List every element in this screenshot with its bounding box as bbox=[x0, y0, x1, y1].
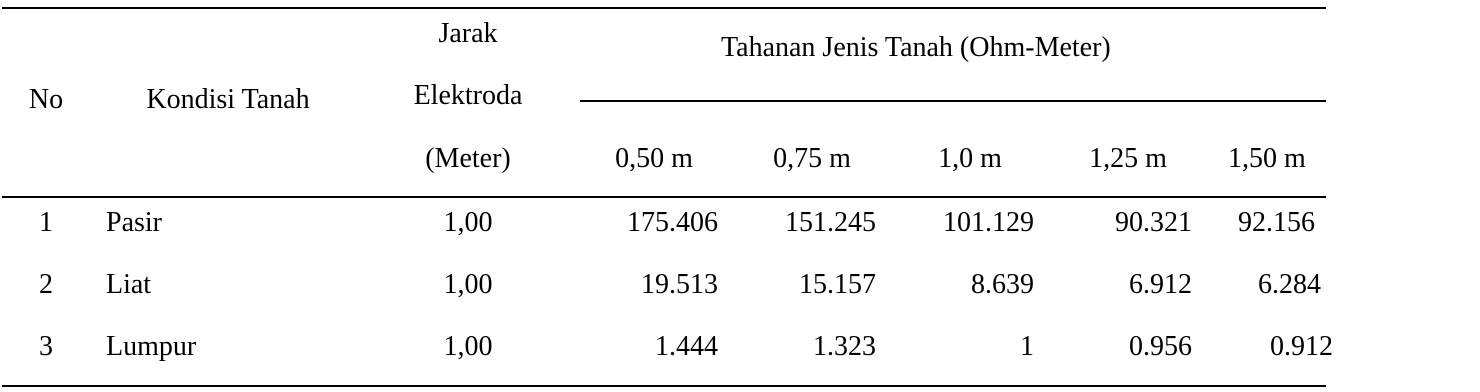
row-3-value-125: 0.956 bbox=[1129, 331, 1192, 362]
row-3-jarak: 1,00 bbox=[443, 331, 493, 362]
row-1-value-050: 175.406 bbox=[627, 207, 718, 238]
row-2-no: 2 bbox=[39, 269, 53, 300]
row-2-value-050: 19.513 bbox=[641, 269, 718, 300]
row-1-kondisi: Pasir bbox=[106, 207, 162, 238]
header-group-rule bbox=[580, 100, 1326, 102]
row-3-value-050: 1.444 bbox=[655, 331, 718, 362]
row-1-value-125: 90.321 bbox=[1115, 207, 1192, 238]
row-3-no: 3 bbox=[39, 331, 53, 362]
row-3-value-100: 1 bbox=[1020, 331, 1034, 362]
header-jarak-line3: (Meter) bbox=[425, 143, 511, 174]
header-depth-125: 1,25 m bbox=[1089, 143, 1167, 174]
header-no: No bbox=[28, 84, 64, 115]
header-tahanan-jenis-group: Tahanan Jenis Tanah (Ohm-Meter) bbox=[721, 32, 1111, 63]
row-1-value-150: 92.156 bbox=[1238, 207, 1315, 238]
table-bottom-rule bbox=[2, 385, 1326, 387]
row-2-value-100: 8.639 bbox=[971, 269, 1034, 300]
row-1-no: 1 bbox=[39, 207, 53, 238]
row-3-value-150: 0.912 bbox=[1270, 331, 1333, 362]
row-2-jarak: 1,00 bbox=[443, 269, 493, 300]
row-2-value-150: 6.284 bbox=[1258, 269, 1321, 300]
header-jarak-line2: Elektroda bbox=[413, 80, 523, 111]
header-depth-100: 1,0 m bbox=[938, 143, 1002, 174]
row-2-value-075: 15.157 bbox=[799, 269, 876, 300]
row-2-value-125: 6.912 bbox=[1129, 269, 1192, 300]
row-3-value-075: 1.323 bbox=[813, 331, 876, 362]
header-jarak-line1: Jarak bbox=[438, 18, 498, 49]
row-1-value-100: 101.129 bbox=[943, 207, 1034, 238]
table-top-rule bbox=[2, 7, 1326, 9]
header-bottom-rule bbox=[2, 196, 1326, 198]
row-3-kondisi: Lumpur bbox=[106, 331, 197, 362]
row-1-jarak: 1,00 bbox=[443, 207, 493, 238]
header-depth-050: 0,50 m bbox=[615, 143, 693, 174]
header-depth-075: 0,75 m bbox=[773, 143, 851, 174]
header-depth-150: 1,50 m bbox=[1228, 143, 1306, 174]
header-kondisi-tanah: Kondisi Tanah bbox=[146, 84, 310, 115]
row-1-value-075: 151.245 bbox=[785, 207, 876, 238]
row-2-kondisi: Liat bbox=[106, 269, 152, 300]
